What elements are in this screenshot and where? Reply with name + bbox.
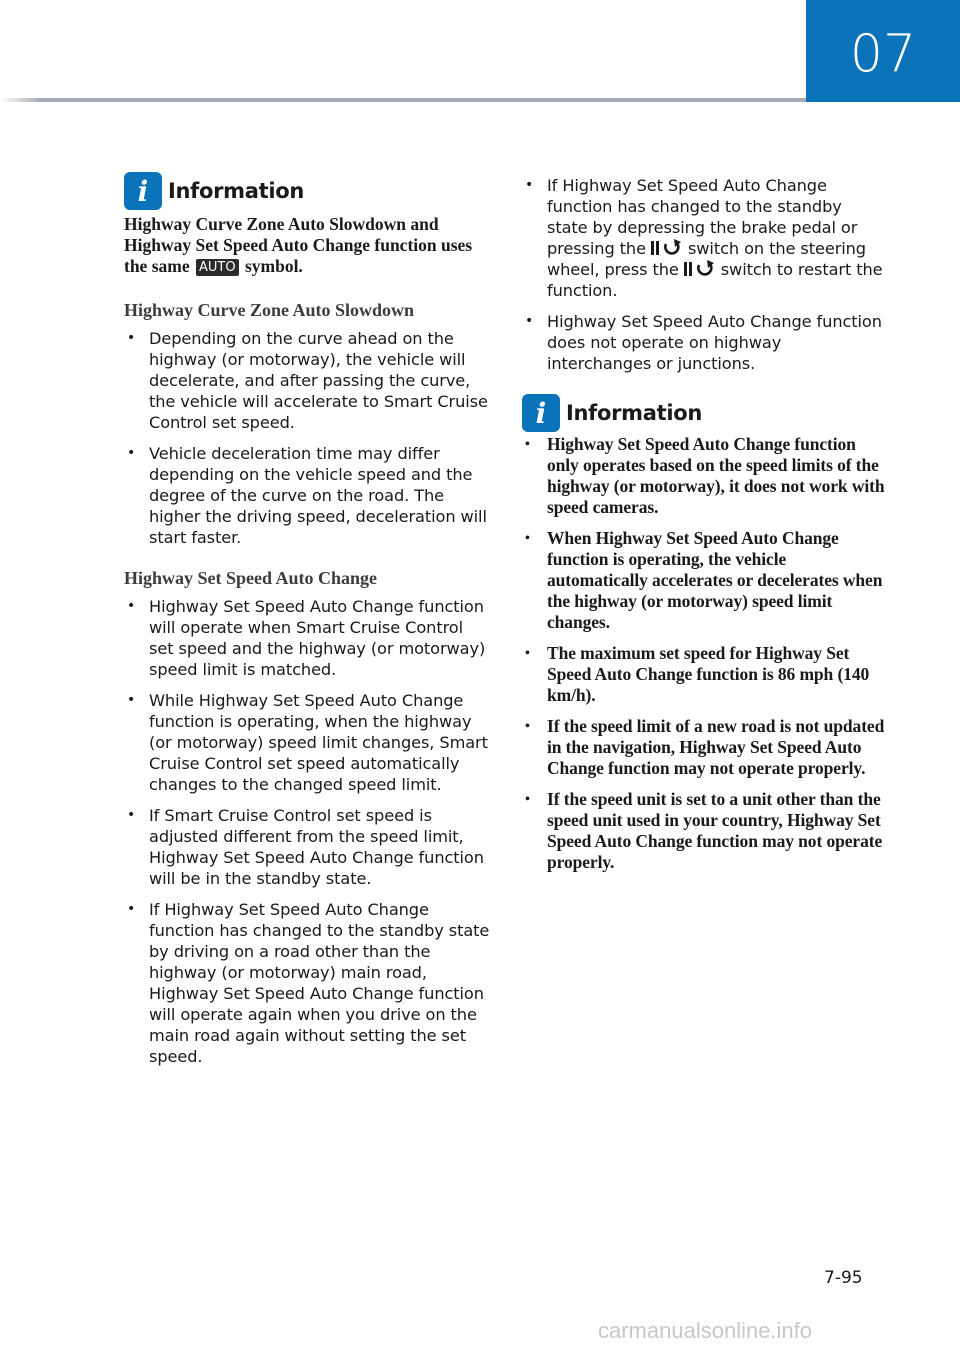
- header-rule-fade: [0, 98, 40, 102]
- restart-text-3: switch to restart the function.: [547, 260, 883, 300]
- standby-bullet-list: [522, 175, 886, 384]
- list-item: • If the speed limit of a new road is not updated in the navigation, Highway Set Speed Auto Change function may not operate properly.: [522, 716, 886, 779]
- list-item: • If the speed unit is set to a unit other than the speed unit used in your country, Highway Set Speed Auto Change function may not operate properly.: [522, 789, 886, 873]
- watermark: carmanualsonline.info: [598, 1318, 813, 1343]
- cruise-resume-switch-icon: [683, 260, 717, 278]
- auto-symbol-badge: AUTO: [196, 259, 239, 276]
- info-icon: i: [124, 172, 162, 210]
- list-item: • Depending on the curve ahead on the highway (or motorway), the vehicle will decelerate, and after passing the curve, the vehicle will accelerate to Smart Cruise Control set speed.: [124, 328, 492, 433]
- info-text-1: [124, 214, 492, 277]
- chapter-tab: 07: [806, 0, 960, 102]
- header-rule: [0, 98, 806, 102]
- info-title: Information: [168, 179, 305, 203]
- info-heading-2: [522, 394, 702, 432]
- auto-change-bullet-list: [124, 596, 492, 1077]
- restart-text-2: switch on the steering wheel, press the: [547, 239, 866, 279]
- info-bullet-list: [522, 434, 886, 883]
- info-text-after: symbol.: [244, 256, 303, 276]
- info-heading-1: [124, 172, 304, 210]
- section-heading-auto-change: Highway Set Speed Auto Change: [124, 568, 378, 588]
- curve-bullet-list: [124, 328, 492, 558]
- list-item: • Highway Set Speed Auto Change function will operate when Smart Cruise Control set speed and the highway (or motorway) speed limit is matched.: [124, 596, 492, 680]
- list-item: • If Highway Set Speed Auto Change function has changed to the standby state by driving on a road other than the highway (or motorway) main road, Highway Set Speed Auto Change function will operate again when you drive on the main road again without setting the set speed.: [124, 899, 492, 1067]
- list-item: [522, 175, 886, 301]
- list-item: • While Highway Set Speed Auto Change function is operating, when the highway (or motorway) speed limit changes, Smart Cruise Control set speed automatically changes to the changed speed limit.: [124, 690, 492, 795]
- page-number: 7-95: [824, 1268, 863, 1288]
- info-text-before: Highway Curve Zone Auto Slowdown and Highway Set Speed Auto Change function uses the same: [124, 214, 473, 276]
- list-item: • When Highway Set Speed Auto Change function is operating, the vehicle automatically accelerates or decelerates when the highway (or motorway) speed limit changes.: [522, 528, 886, 633]
- restart-text-1: If Highway Set Speed Auto Change function has changed to the standby state by depressing the brake pedal or pressing the: [547, 176, 858, 258]
- list-item: • Highway Set Speed Auto Change function does not operate on highway interchanges or junctions.: [522, 311, 886, 374]
- cruise-resume-switch-icon: [650, 239, 684, 257]
- list-item: • If Smart Cruise Control set speed is adjusted different from the speed limit, Highway Set Speed Auto Change function will be in the standby state.: [124, 805, 492, 889]
- info-icon: i: [522, 394, 560, 432]
- section-heading-curve: Highway Curve Zone Auto Slowdown: [124, 300, 415, 320]
- list-item: • The maximum set speed for Highway Set Speed Auto Change function is 86 mph (140 km/h).: [522, 643, 886, 706]
- list-item: • Highway Set Speed Auto Change function only operates based on the speed limits of the highway (or motorway), it does not work with speed cameras.: [522, 434, 886, 518]
- info-title: Information: [566, 401, 703, 425]
- list-item: • Vehicle deceleration time may differ depending on the vehicle speed and the degree of the curve on the road. The higher the driving speed, deceleration will start faster.: [124, 443, 492, 548]
